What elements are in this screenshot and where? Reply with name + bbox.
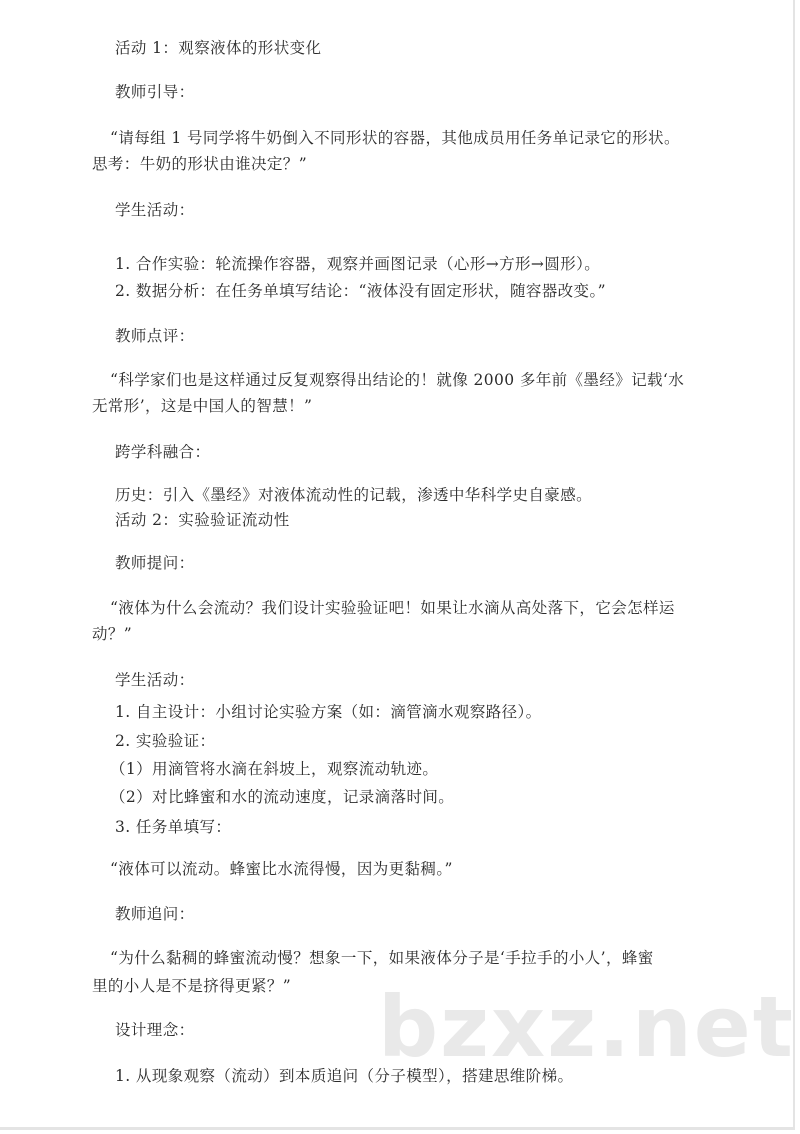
teacher-comment-label: 教师点评：	[115, 327, 195, 345]
student-subitem: （1）用滴管将水滴在斜坡上，观察流动轨迹。	[110, 760, 439, 778]
student-item: 1. 合作实验：轮流操作容器，观察并画图记录（心形→方形→圆形）。	[115, 255, 601, 273]
student-item: 3. 任务单填写：	[115, 818, 232, 836]
teacher-guide-quote-line2: 思考：牛奶的形状由谁决定？”	[92, 155, 308, 173]
teacher-question-line1: “液体为什么会流动？我们设计实验验证吧！如果让水滴从高处落下，它会怎样运	[110, 599, 675, 617]
teacher-followup-line1: “为什么黏稠的蜂蜜流动慢？想象一下，如果液体分子是‘手拉手的小人’，蜂蜜	[110, 949, 654, 967]
teacher-comment-line2: 无常形’，这是中国人的智慧！”	[92, 397, 313, 415]
teacher-guide-quote-line1: “请每组 1 号同学将牛奶倒入不同形状的容器，其他成员用任务单记录它的形状。	[110, 129, 680, 147]
student-item: 1. 自主设计：小组讨论实验方案（如：滴管滴水观察路径）。	[115, 703, 542, 721]
interdisciplinary-label: 跨学科融合：	[115, 443, 211, 461]
interdisciplinary-text: 历史：引入《墨经》对液体流动性的记载，渗透中华科学史自豪感。	[115, 486, 593, 504]
teacher-followup-label: 教师追问：	[115, 905, 195, 923]
worksheet-quote: “液体可以流动。蜂蜜比水流得慢，因为更黏稠。”	[110, 860, 453, 878]
teacher-question-line2: 动？”	[92, 625, 133, 643]
design-concept-label: 设计理念：	[115, 1021, 195, 1039]
teacher-guide-label: 教师引导：	[115, 83, 195, 101]
design-concept-item: 1. 从现象观察（流动）到本质追问（分子模型），搭建思维阶梯。	[115, 1067, 574, 1085]
student-subitem: （2）对比蜂蜜和水的流动速度，记录滴落时间。	[110, 788, 455, 806]
student-item: 2. 数据分析：在任务单填写结论：“液体没有固定形状，随容器改变。”	[115, 282, 606, 300]
watermark: bzxz.net	[378, 978, 795, 1076]
activity2-title: 活动 2：实验验证流动性	[115, 511, 290, 529]
student-activity-label: 学生活动：	[115, 671, 195, 689]
teacher-followup-line2: 里的小人是不是挤得更紧？”	[92, 977, 292, 995]
student-item: 2. 实验验证：	[115, 732, 216, 750]
teacher-question-label: 教师提问：	[115, 554, 195, 572]
teacher-comment-line1: “科学家们也是这样通过反复观察得出结论的！就像 2000 多年前《墨经》记载‘水	[110, 371, 685, 389]
student-activity-label: 学生活动：	[115, 201, 195, 219]
activity1-title: 活动 1：观察液体的形状变化	[115, 39, 322, 57]
